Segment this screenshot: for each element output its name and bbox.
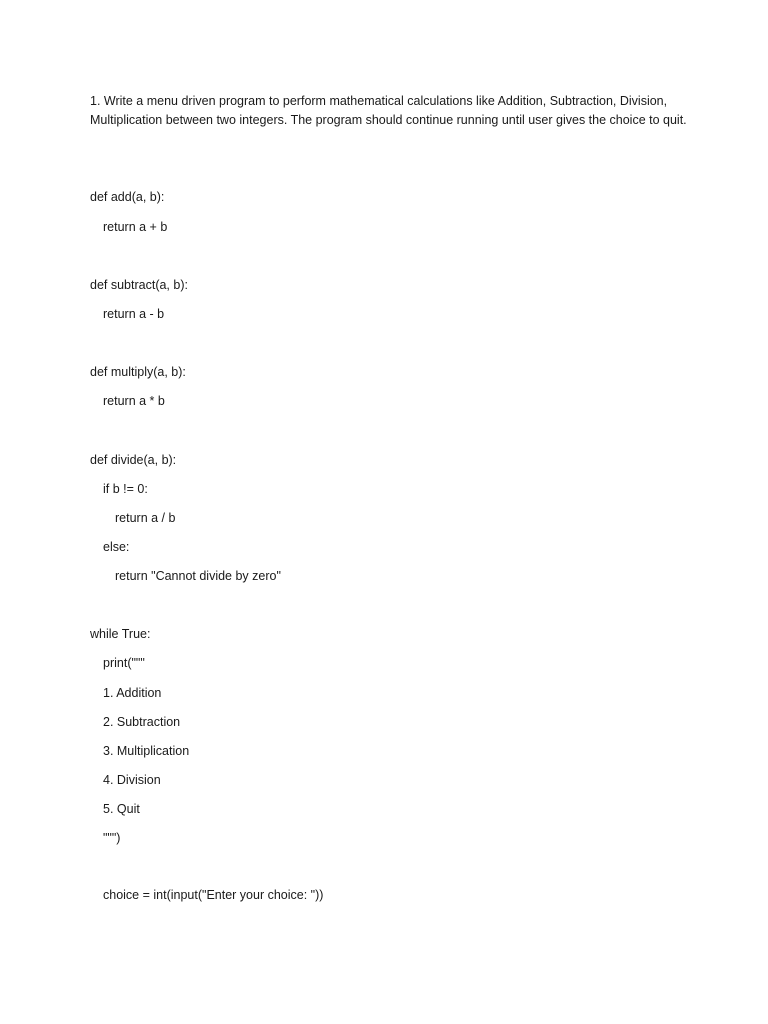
code-line: return a * b: [103, 394, 165, 408]
code-line: 1. Addition: [103, 686, 162, 700]
code-line: """): [103, 831, 121, 845]
code-line: choice = int(input("Enter your choice: ")): [103, 888, 324, 902]
code-line: 3. Multiplication: [103, 744, 190, 758]
code-line: return "Cannot divide by zero": [115, 569, 281, 583]
code-line: return a / b: [115, 511, 176, 525]
code-line: print(""": [103, 656, 145, 670]
question-text: 1. Write a menu driven program to perform mathematical calculations like Addition, Subtraction, Division, Multiplication between two integers. The program should continue running until user gives the choice to quit.: [90, 94, 687, 127]
code-line: else:: [103, 540, 130, 554]
code-line: def subtract(a, b):: [90, 278, 188, 292]
code-line: while True:: [90, 627, 151, 641]
code-line: 2. Subtraction: [103, 715, 181, 729]
code-line: return a - b: [103, 307, 165, 321]
code-line: return a + b: [103, 220, 168, 234]
code-line: 5. Quit: [103, 802, 140, 816]
code-line: 4. Division: [103, 773, 161, 787]
code-line: def add(a, b):: [90, 190, 165, 204]
code-line: def multiply(a, b):: [90, 365, 186, 379]
code-line: def divide(a, b):: [90, 453, 177, 467]
code-line: if b != 0:: [103, 482, 148, 496]
